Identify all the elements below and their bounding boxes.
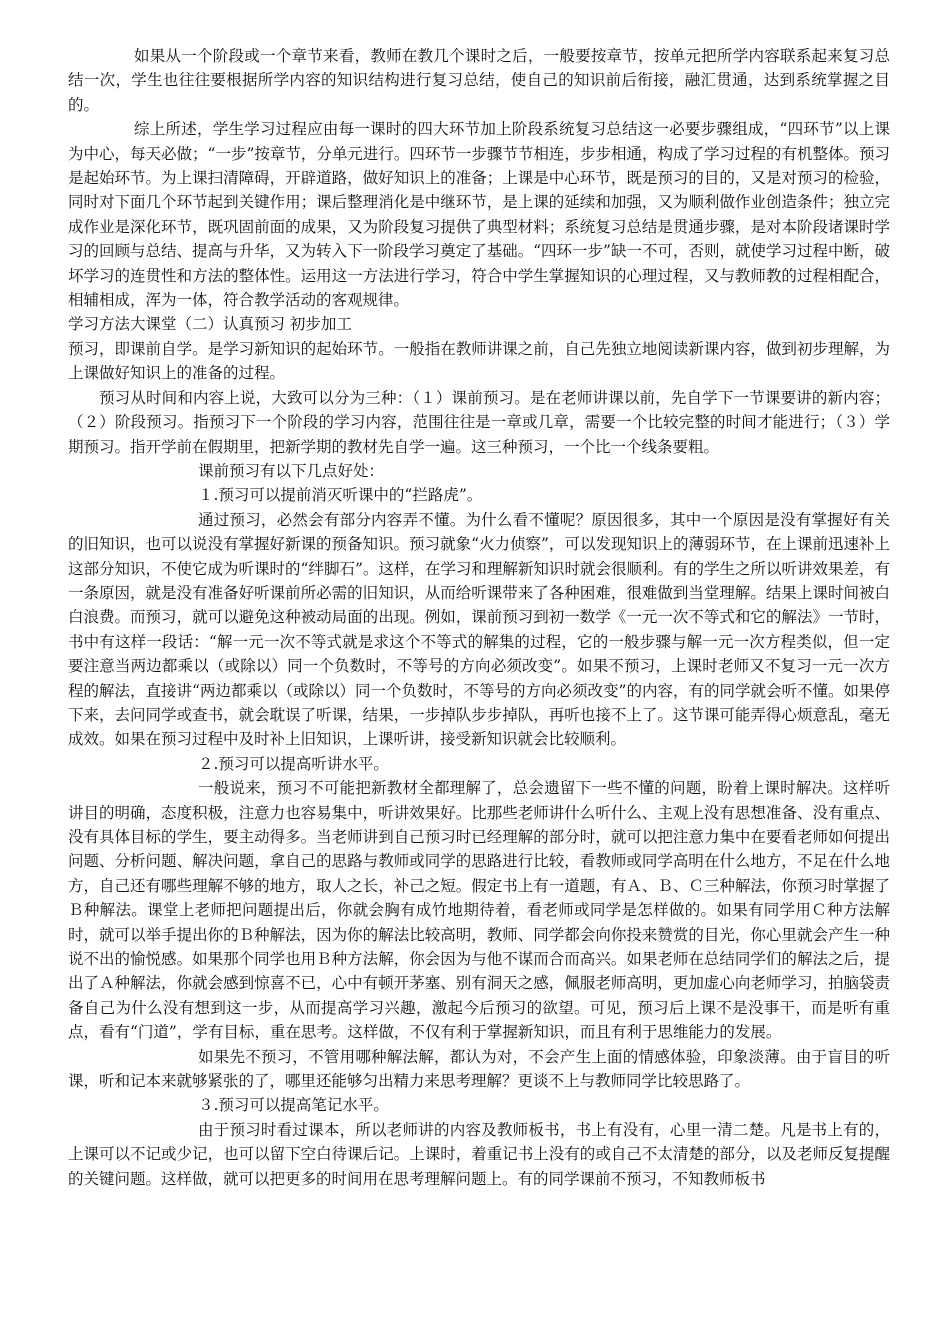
paragraph: 如果从一个阶段或一个章节来看，教师在教几个课时之后，一般要按章节，按单元把所学内容联系起来复习总结一次，学生也往往要根据所学内容的知识结构进行复习总结，使自己的知识前后衔接，融汇贯通，达到系统掌握之目的。: [68, 47, 890, 114]
paragraph: 预习，即课前自学。是学习新知识的起始环节。一般指在教师讲课之前，自己先独立地阅读新课内容，做到初步理解，为上课做好知识上的准备的过程。: [68, 339, 890, 383]
paragraph: 如果先不预习，不管用哪种解法解，都认为对，不会产生上面的情感体验，印象淡薄。由于盲目的听课，听和记本来就够紧张的了，哪里还能够匀出精力来思考理解？更谈不上与教师同学比较思路了。: [68, 1047, 890, 1091]
paragraph: 通过预习，必然会有部分内容弄不懂。为什么看不懂呢？原因很多，其中一个原因是没有掌握好有关的旧知识，也可以说没有掌握好新课的预备知识。预习就象“火力侦察”，可以发现知识上的薄弱环节，在上课前迅速补上这部分知识，不使它成为听课时的“绊脚石”。这样，在学习和理解新知识时就会很顺利。有的学生之所以听讲效果差，有一条原因，就是没有准备好听课前所必需的旧知识，从而给听课带来了各种困难，很难做到当堂理解。结果上课时间被白白浪费。而预习，就可以避免这种被动局面的出现。例如，课前预习到初一数学《一元一次不等式和它的解法》一节时，书中有这样一段话：“解一元一次不等式就是求这个不等式的解集的过程，它的一般步骤与解一元一次方程类似，但一定要注意当两边都乘以（或除以）同一个负数时，不等号的方向必须改变”。如果不预习，上课时老师又不复习一元一次方程的解法，直接讲“两边都乘以（或除以）同一个负数时，不等号的方向必须改变”的内容，有的同学就会听不懂。如果停下来，去问同学或查书，就会耽误了听课，结果，一步掉队步步掉队，再听也接不上了。这节课可能弄得心烦意乱，毫无成效。如果在预习过程中及时补上旧知识，上课听讲，接受新知识就会比较顺利。: [68, 510, 890, 749]
paragraph: 预习从时间和内容上说，大致可以分为三种：（１）课前预习。是在老师讲课以前，先自学下一节课要讲的新内容；（２）阶段预习。指预习下一个阶段的学习内容，范围往往是一章或几章，需要一个比较完整的时间才能进行；（３）学期预习。指开学前在假期里，把新学期的教材先自学一遍。这三种预习，一个比一个线条要粗。: [68, 388, 890, 456]
section-heading: 学习方法大课堂（二）认真预习 初步加工: [68, 315, 352, 334]
paragraph: 课前预习有以下几点好处：: [198, 461, 385, 480]
paragraph: 由于预习时看过课本，所以老师讲的内容及教师板书，书上有没有，心里一清二楚。凡是书上有的，上课可以不记或少记，也可以留下空白待课后记。上课时，着重记书上没有的或自己不太清楚的部分，以及老师反复提醒的关键问题。这样做，就可以把更多的时间用在思考理解问题上。有的同学课前不预习，不知教师板书: [68, 1120, 890, 1188]
document-body: [68, 44, 890, 1191]
sub-heading: ２.预习可以提高听讲水平。: [198, 754, 389, 773]
paragraph: 一般说来，预习不可能把新教材全都理解了，总会遗留下一些不懂的问题，盼着上课时解决。这样听讲目的明确，态度积极，注意力也容易集中，听讲效果好。比那些老师讲什么听什么、主观上没有思想准备、没有重点、没有具体目标的学生，要主动得多。当老师讲到自己预习时已经理解的部分时，就可以把注意力集中在要看老师如何提出问题、分析问题、解决问题，拿自己的思路与教师或同学的思路进行比较，看教师或同学高明在什么地方，不足在什么地方，自己还有哪些理解不够的地方，取人之长，补己之短。假定书上有一道题，有Ａ、Ｂ、Ｃ三种解法，你预习时掌握了Ｂ种解法。课堂上老师把问题提出后，你就会胸有成竹地期待着，看老师或同学是怎样做的。如果有同学用Ｃ种方法解时，就可以举手提出你的Ｂ种解法，因为你的解法比较高明，教师、同学都会向你投来赞赏的目光，你心里就会产生一种说不出的愉悦感。如果那个同学也用Ｂ种方法解，你会因为与他不谋而合而高兴。如果老师在总结同学们的解法之后，提出了Ａ种解法，你就会感到惊喜不已，心中有顿开茅塞、别有洞天之感，佩服老师高明，更加虚心向老师学习，拍脑袋责备自己为什么没有想到这一步，从而提高学习兴趣，激起今后预习的欲望。可见，预习后上课不是没事干，而是听有重点，看有“门道”，学有目标，重在思考。这样做，不仅有利于掌握新知识，而且有利于思维能力的发展。: [68, 779, 890, 1042]
sub-heading: １.预习可以提前消灭听课中的“拦路虎”。: [198, 486, 483, 505]
sub-heading: ３.预习可以提高笔记水平。: [198, 1096, 389, 1115]
paragraph: 综上所述，学生学习过程应由每一课时的四大环节加上阶段系统复习总结这一必要步骤组成，“四环节”以上课为中心，每天必做；“一步”按章节，分单元进行。四环节一步骤节节相连，步步相通，构成了学习过程的有机整体。预习是起始环节。为上课扫清障碍，开辟道路，做好知识上的准备；上课是中心环节，既是预习的目的，又是对预习的检验，同时对下面几个环节起到关键作用；课后整理消化是中继环节，是上课的延续和加强，又为顺利做作业创造条件；独立完成作业是深化环节，既巩固前面的成果，又为阶段复习提供了典型材料；系统复习总结是贯通步骤，是对本阶段诸课时学习的回顾与总结、提高与升华，又为转入下一阶段学习奠定了基础。“四环一步”缺一不可，否则，就使学习过程中断，破坏学习的连贯性和方法的整体性。运用这一方法进行学习，符合中学生掌握知识的心理过程，又与教师教的过程相配合，相辅相成，浑为一体，符合教学活动的客观规律。: [68, 120, 890, 310]
